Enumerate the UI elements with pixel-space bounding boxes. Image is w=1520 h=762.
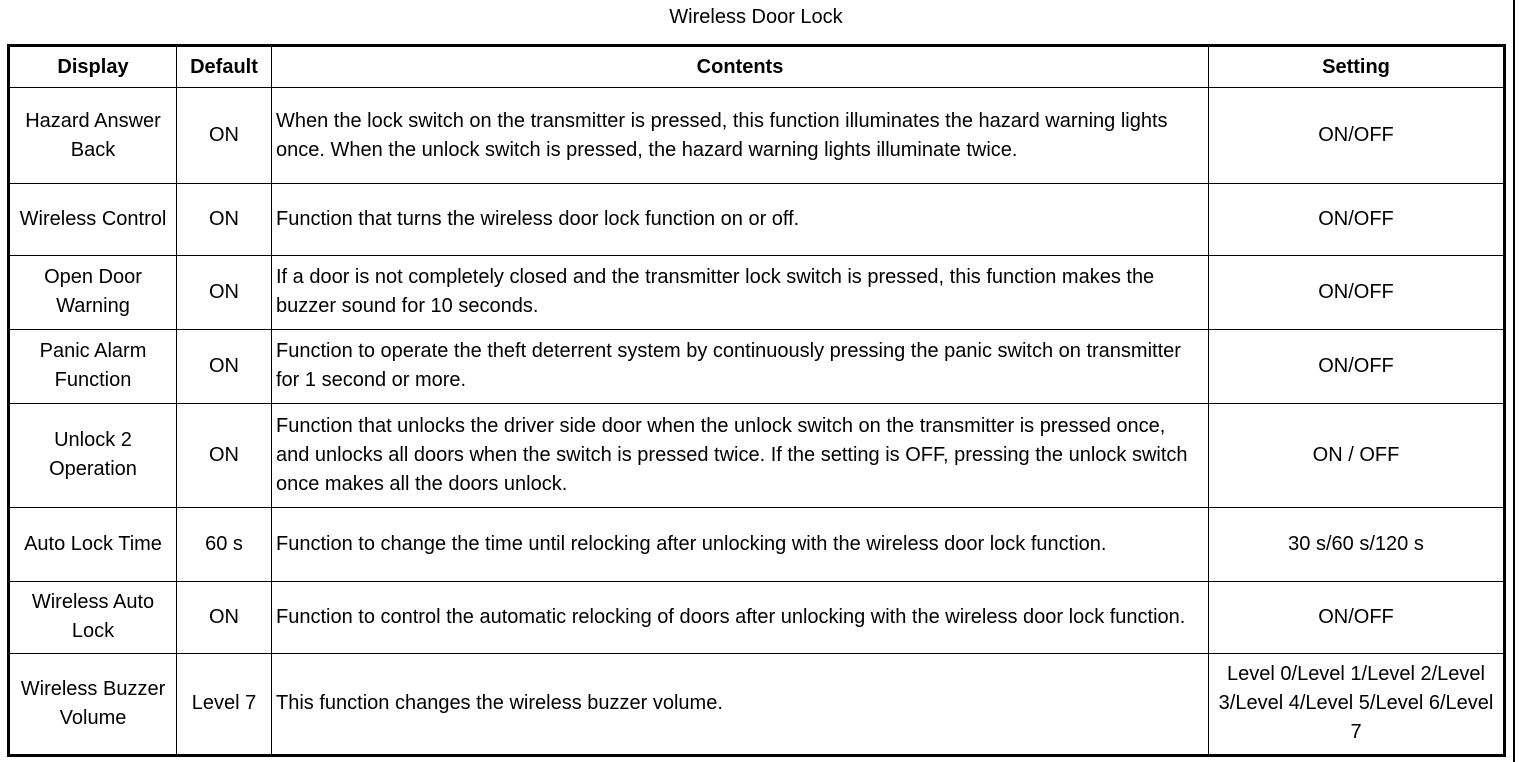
setting-cell: ON / OFF bbox=[1209, 403, 1505, 508]
display-cell: Wireless Control bbox=[9, 184, 177, 256]
default-cell: ON bbox=[177, 184, 272, 256]
settings-table bbox=[7, 44, 1506, 757]
column-header-contents: Contents bbox=[272, 46, 1209, 88]
default-cell: 60 s bbox=[177, 508, 272, 582]
table-row bbox=[9, 653, 1505, 756]
page-edge-rule bbox=[1513, 0, 1515, 762]
default-cell: ON bbox=[177, 88, 272, 184]
display-cell: Unlock 2 Operation bbox=[9, 403, 177, 508]
setting-cell: Level 0/Level 1/Level 2/Level 3/Level 4/Level 5/Level 6/Level 7 bbox=[1209, 653, 1505, 756]
table-row bbox=[9, 88, 1505, 184]
display-cell: Wireless Buzzer Volume bbox=[9, 653, 177, 756]
contents-cell: If a door is not completely closed and the transmitter lock switch is pressed, this function makes the buzzer sound for 10 seconds. bbox=[272, 256, 1209, 330]
table-row bbox=[9, 508, 1505, 582]
contents-cell: Function to change the time until relocking after unlocking with the wireless door lock function. bbox=[272, 508, 1209, 582]
contents-cell: Function that unlocks the driver side door when the unlock switch on the transmitter is pressed once, and unlocks all doors when the switch is pressed twice. If the setting is OFF, pressing the unlock switch once makes all the doors unlock. bbox=[272, 403, 1209, 508]
default-cell: Level 7 bbox=[177, 653, 272, 756]
display-cell: Auto Lock Time bbox=[9, 508, 177, 582]
display-cell: Wireless Auto Lock bbox=[9, 581, 177, 653]
contents-cell: When the lock switch on the transmitter is pressed, this function illuminates the hazard warning lights once. When the unlock switch is pressed, the hazard warning lights illuminate twice. bbox=[272, 88, 1209, 184]
setting-cell: ON/OFF bbox=[1209, 329, 1505, 403]
table-row bbox=[9, 184, 1505, 256]
contents-cell: Function that turns the wireless door lock function on or off. bbox=[272, 184, 1209, 256]
contents-cell: This function changes the wireless buzzer volume. bbox=[272, 653, 1209, 756]
table-row bbox=[9, 256, 1505, 330]
table-row bbox=[9, 329, 1505, 403]
setting-cell: ON/OFF bbox=[1209, 184, 1505, 256]
display-cell: Hazard Answer Back bbox=[9, 88, 177, 184]
contents-cell: Function to control the automatic relocking of doors after unlocking with the wireless door lock function. bbox=[272, 581, 1209, 653]
table-row bbox=[9, 403, 1505, 508]
default-cell: ON bbox=[177, 581, 272, 653]
setting-cell: ON/OFF bbox=[1209, 581, 1505, 653]
column-header-default: Default bbox=[177, 46, 272, 88]
setting-cell: ON/OFF bbox=[1209, 88, 1505, 184]
default-cell: ON bbox=[177, 403, 272, 508]
header-row bbox=[9, 46, 1505, 88]
display-cell: Open Door Warning bbox=[9, 256, 177, 330]
default-cell: ON bbox=[177, 329, 272, 403]
column-header-setting: Setting bbox=[1209, 46, 1505, 88]
page-title: Wireless Door Lock bbox=[669, 6, 843, 28]
setting-cell: ON/OFF bbox=[1209, 256, 1505, 330]
display-cell: Panic Alarm Function bbox=[9, 329, 177, 403]
default-cell: ON bbox=[177, 256, 272, 330]
contents-cell: Function to operate the theft deterrent system by continuously pressing the panic switch on transmitter for 1 second or more. bbox=[272, 329, 1209, 403]
table-row bbox=[9, 581, 1505, 653]
column-header-display: Display bbox=[9, 46, 177, 88]
setting-cell: 30 s/60 s/120 s bbox=[1209, 508, 1505, 582]
